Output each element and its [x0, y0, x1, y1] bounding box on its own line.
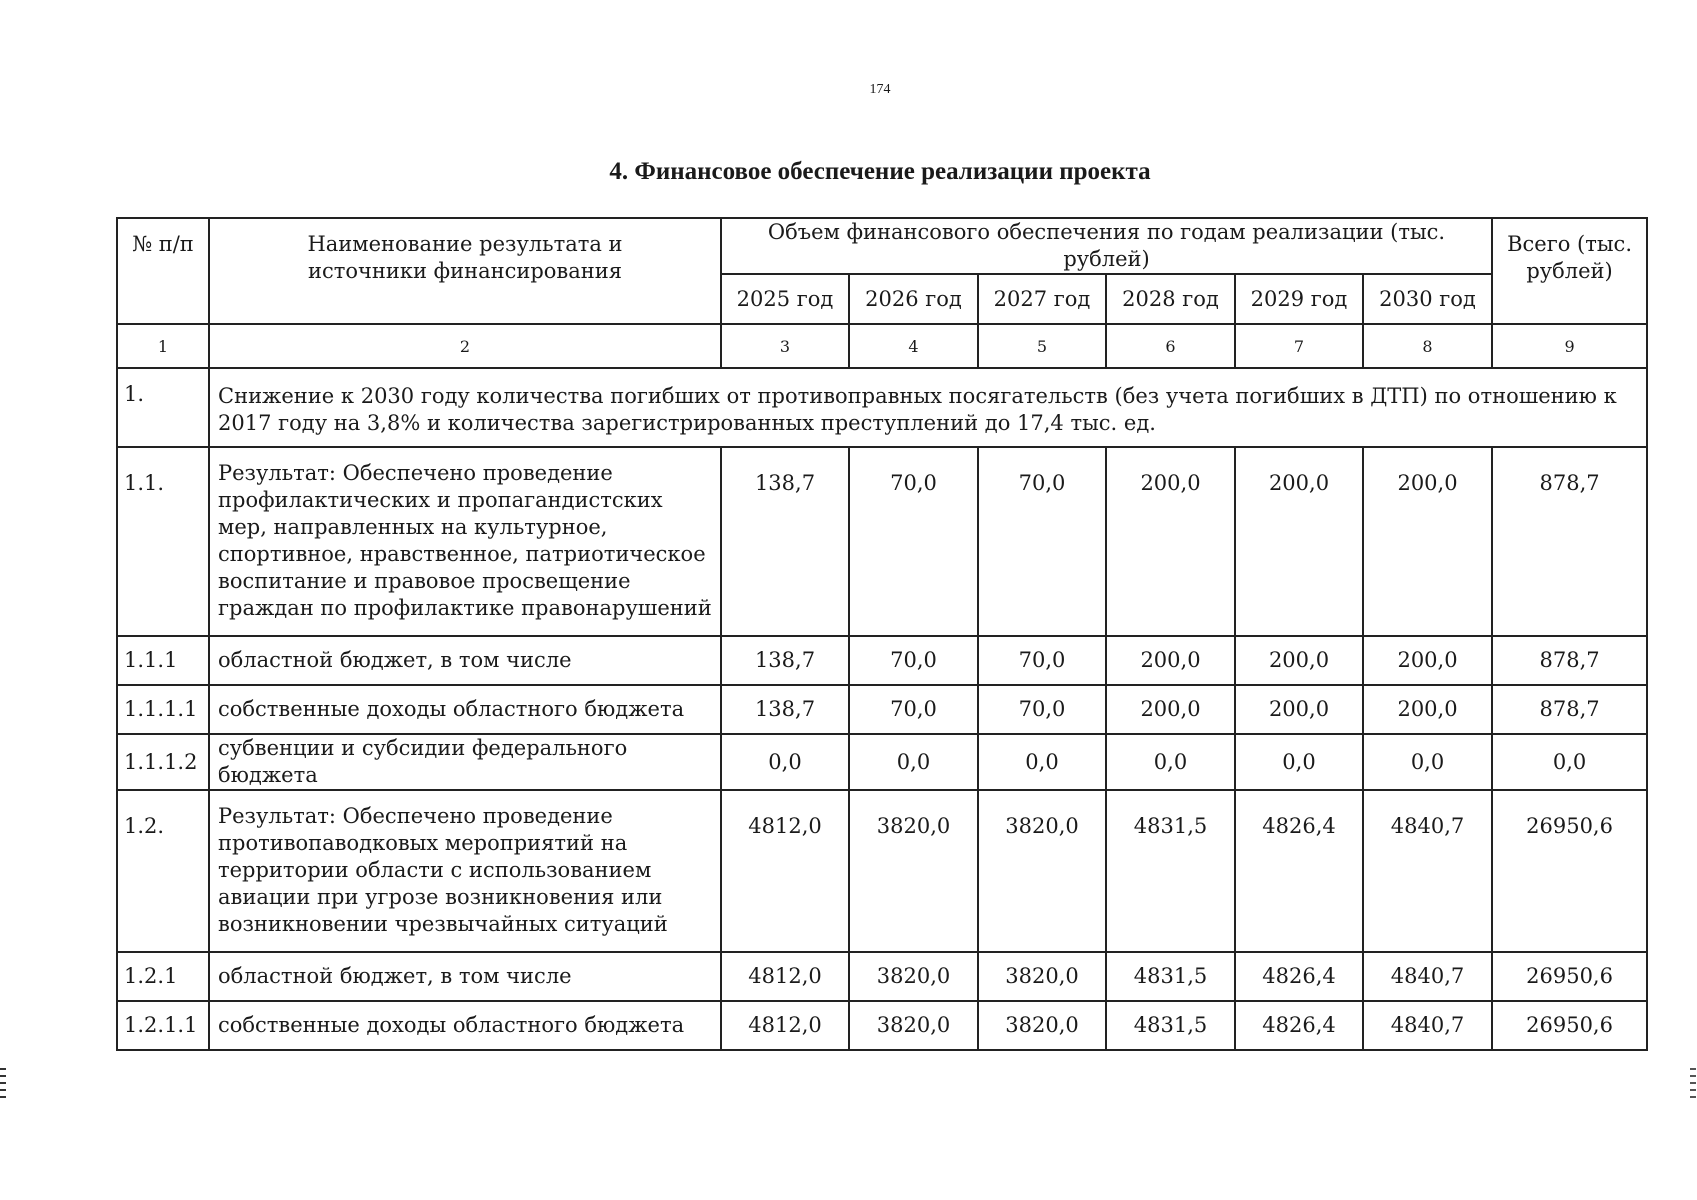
value-cell: 3820,0	[978, 790, 1106, 952]
value-cell: 0,0	[721, 734, 849, 790]
row-name: областной бюджет, в том числе	[209, 636, 721, 685]
value-cell: 0,0	[1235, 734, 1363, 790]
value-cell: 0,0	[1106, 734, 1235, 790]
column-index: 5	[978, 324, 1106, 368]
row-name: Результат: Обеспечено проведение противопаводковых мероприятий на территории области с использованием авиации при угрозе возникновения или возникновении чрезвычайных ситуаций	[209, 790, 721, 952]
column-index: 6	[1106, 324, 1235, 368]
row-number: 1.1.	[117, 447, 209, 636]
row-name: Результат: Обеспечено проведение профилактических и пропагандистских мер, направленных на культурное, спортивное, нравственное, патриотическое воспитание и правовое просвещение граждан по профилактике правонарушений	[209, 447, 721, 636]
value-cell: 138,7	[721, 685, 849, 734]
total-cell: 878,7	[1492, 685, 1647, 734]
value-cell: 4840,7	[1363, 952, 1492, 1001]
value-cell: 0,0	[978, 734, 1106, 790]
value-cell: 200,0	[1363, 636, 1492, 685]
table-row	[117, 1001, 1647, 1050]
value-cell: 138,7	[721, 447, 849, 636]
header-volume: Объем финансового обеспечения по годам реализации (тыс. рублей)	[721, 218, 1492, 274]
value-cell: 200,0	[1235, 636, 1363, 685]
value-cell: 3820,0	[978, 1001, 1106, 1050]
value-cell: 4812,0	[721, 790, 849, 952]
header-num: № п/п	[117, 218, 209, 324]
value-cell: 3820,0	[849, 1001, 978, 1050]
value-cell: 200,0	[1106, 447, 1235, 636]
header-year: 2026 год	[849, 274, 978, 324]
value-cell: 70,0	[978, 636, 1106, 685]
header-row-top	[117, 218, 1647, 274]
value-cell: 4831,5	[1106, 1001, 1235, 1050]
column-index: 7	[1235, 324, 1363, 368]
table-row	[117, 636, 1647, 685]
value-cell: 3820,0	[849, 790, 978, 952]
value-cell: 4840,7	[1363, 1001, 1492, 1050]
header-year: 2028 год	[1106, 274, 1235, 324]
total-cell: 878,7	[1492, 636, 1647, 685]
row-name: собственные доходы областного бюджета	[209, 685, 721, 734]
value-cell: 4831,5	[1106, 952, 1235, 1001]
row-number: 1.2.	[117, 790, 209, 952]
total-cell: 878,7	[1492, 447, 1647, 636]
goal-text: Снижение к 2030 году количества погибших от противоправных посягательств (без учета погибших в ДТП) по отношению к 2017 году на 3,8% и количества зарегистрированных преступлений до 17,4 тыс. ед.	[209, 368, 1647, 447]
value-cell: 3820,0	[978, 952, 1106, 1001]
goal-row	[117, 368, 1647, 447]
table-row	[117, 952, 1647, 1001]
value-cell: 200,0	[1235, 447, 1363, 636]
header-year: 2027 год	[978, 274, 1106, 324]
value-cell: 200,0	[1363, 685, 1492, 734]
value-cell: 200,0	[1363, 447, 1492, 636]
value-cell: 200,0	[1235, 685, 1363, 734]
row-number: 1.1.1.1	[117, 685, 209, 734]
row-number: 1.2.1	[117, 952, 209, 1001]
row-name: субвенции и субсидии федерального бюджета	[209, 734, 721, 790]
column-index: 4	[849, 324, 978, 368]
table-row	[117, 685, 1647, 734]
financing-table	[116, 217, 1648, 1051]
header-year: 2030 год	[1363, 274, 1492, 324]
row-number: 1.1.1.2	[117, 734, 209, 790]
binding-marks-left	[0, 1068, 6, 1103]
value-cell: 4812,0	[721, 952, 849, 1001]
header-year: 2025 год	[721, 274, 849, 324]
table-row	[117, 734, 1647, 790]
header-year: 2029 год	[1235, 274, 1363, 324]
table-row	[117, 447, 1647, 636]
total-cell: 26950,6	[1492, 790, 1647, 952]
value-cell: 70,0	[978, 685, 1106, 734]
value-cell: 0,0	[849, 734, 978, 790]
value-cell: 200,0	[1106, 685, 1235, 734]
value-cell: 4826,4	[1235, 952, 1363, 1001]
column-index: 2	[209, 324, 721, 368]
value-cell: 4840,7	[1363, 790, 1492, 952]
value-cell: 200,0	[1106, 636, 1235, 685]
value-cell: 4831,5	[1106, 790, 1235, 952]
binding-marks-right	[1690, 1068, 1696, 1103]
row-number: 1.1.1	[117, 636, 209, 685]
total-cell: 26950,6	[1492, 952, 1647, 1001]
value-cell: 70,0	[849, 447, 978, 636]
value-cell: 4826,4	[1235, 790, 1363, 952]
goal-number: 1.	[117, 368, 209, 447]
row-name: собственные доходы областного бюджета	[209, 1001, 721, 1050]
header-total: Всего (тыс. рублей)	[1492, 218, 1647, 324]
value-cell: 3820,0	[849, 952, 978, 1001]
header-name: Наименование результата и источники финансирования	[209, 218, 721, 324]
row-number: 1.2.1.1	[117, 1001, 209, 1050]
page-number: 174	[869, 82, 891, 97]
value-cell: 138,7	[721, 636, 849, 685]
value-cell: 4812,0	[721, 1001, 849, 1050]
column-index: 9	[1492, 324, 1647, 368]
column-index: 1	[117, 324, 209, 368]
value-cell: 70,0	[849, 685, 978, 734]
column-index: 8	[1363, 324, 1492, 368]
value-cell: 0,0	[1363, 734, 1492, 790]
value-cell: 70,0	[849, 636, 978, 685]
column-index-row	[117, 324, 1647, 368]
total-cell: 26950,6	[1492, 1001, 1647, 1050]
total-cell: 0,0	[1492, 734, 1647, 790]
row-name: областной бюджет, в том числе	[209, 952, 721, 1001]
column-index: 3	[721, 324, 849, 368]
value-cell: 70,0	[978, 447, 1106, 636]
value-cell: 4826,4	[1235, 1001, 1363, 1050]
table-row	[117, 790, 1647, 952]
section-title: 4. Финансовое обеспечение реализации проекта	[609, 158, 1151, 185]
